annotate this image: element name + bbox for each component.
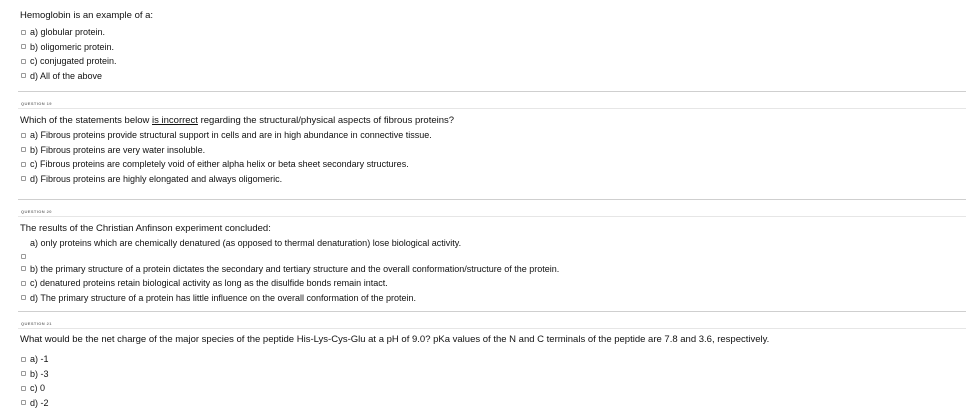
q20-option-d[interactable] [20,291,966,306]
option-label: d) All of the above [30,70,103,81]
option-label: c) 0 [30,383,46,393]
q20-option-c[interactable] [20,276,966,291]
radio-button[interactable] [21,73,26,78]
q19-option-d[interactable] [20,172,966,187]
question-18-text: Hemoglobin is an example of a: [20,10,154,21]
option-label: a) -1 [30,354,49,364]
q19-option-a[interactable] [20,128,966,143]
radio-button[interactable] [21,400,26,405]
q21-option-d[interactable] [20,396,966,411]
question-emphasis: is incorrect [152,115,198,126]
question-19-text [20,115,966,127]
divider [18,328,966,329]
radio-button[interactable] [21,266,26,271]
radio-button[interactable] [21,281,26,286]
question-21 [20,334,966,410]
question-21-label: QUESTION 21 [21,321,52,326]
question-18 [20,10,966,83]
q18-option-b[interactable] [20,40,966,55]
q18-option-c[interactable] [20,54,966,69]
radio-button[interactable] [21,44,26,49]
option-label: a) globular protein. [30,27,106,37]
radio-button[interactable] [21,295,26,300]
radio-button[interactable] [21,371,26,376]
radio-button[interactable] [21,254,26,259]
q21-option-a[interactable] [20,352,966,367]
radio-button[interactable] [21,133,26,138]
divider [18,216,966,217]
option-label: c) denatured proteins retain biological activity as long as the disulfide bonds remain intact. [30,278,388,288]
divider [18,311,966,312]
option-label: a) Fibrous proteins provide structural support in cells and are in high abundance in connective tissue. [30,130,432,140]
divider [18,91,966,92]
option-label: c) conjugated protein. [30,56,117,66]
divider [18,108,966,109]
q19-option-c[interactable] [20,157,966,172]
question-20 [20,223,966,305]
radio-button[interactable] [21,386,26,391]
option-label: b) -3 [30,368,49,379]
radio-button[interactable] [21,162,26,167]
option-label: d) -2 [30,397,49,408]
option-label: d) Fibrous proteins are highly elongated and always oligomeric. [30,173,283,184]
option-label: b) the primary structure of a protein dictates the secondary and tertiary structure and the overall conformation/structure of the protein. [30,263,560,274]
q18-option-a[interactable] [20,25,966,40]
radio-button[interactable] [21,59,26,64]
q21-option-b[interactable] [20,367,966,382]
question-19-label: QUESTION 19 [21,101,52,106]
option-label: c) Fibrous proteins are completely void of either alpha helix or beta sheet secondary structures. [30,159,409,169]
question-21-text: What would be the net charge of the major species of the peptide His-Lys-Cys-Glu at a pH of 9.0? pKa values of the N and C terminals of the peptide are 7.8 and 3.6, respectively. [20,334,770,345]
q18-option-d[interactable] [20,69,966,84]
question-19 [20,115,966,186]
radio-button[interactable] [21,147,26,152]
option-label: b) oligomeric protein. [30,41,115,52]
q19-option-b[interactable] [20,143,966,158]
radio-button[interactable] [21,357,26,362]
question-text-part: Which of the statements below [20,115,153,126]
q20-option-a[interactable] [20,236,966,251]
q20-option-b[interactable] [20,262,966,277]
radio-button[interactable] [21,176,26,181]
question-20-label: QUESTION 20 [21,209,52,214]
radio-button[interactable] [21,30,26,35]
q21-option-c[interactable] [20,381,966,396]
option-label: a) only proteins which are chemically denatured (as opposed to thermal denaturation) lose biological activity. [30,238,462,248]
option-label: d) The primary structure of a protein has little influence on the overall conformation of the protein. [30,292,417,303]
option-label: b) Fibrous proteins are very water insoluble. [30,144,206,155]
question-text-part: regarding the structural/physical aspects of fibrous proteins? [197,115,455,126]
question-20-text: The results of the Christian Anfinson experiment concluded: [20,223,271,234]
divider [18,199,966,200]
